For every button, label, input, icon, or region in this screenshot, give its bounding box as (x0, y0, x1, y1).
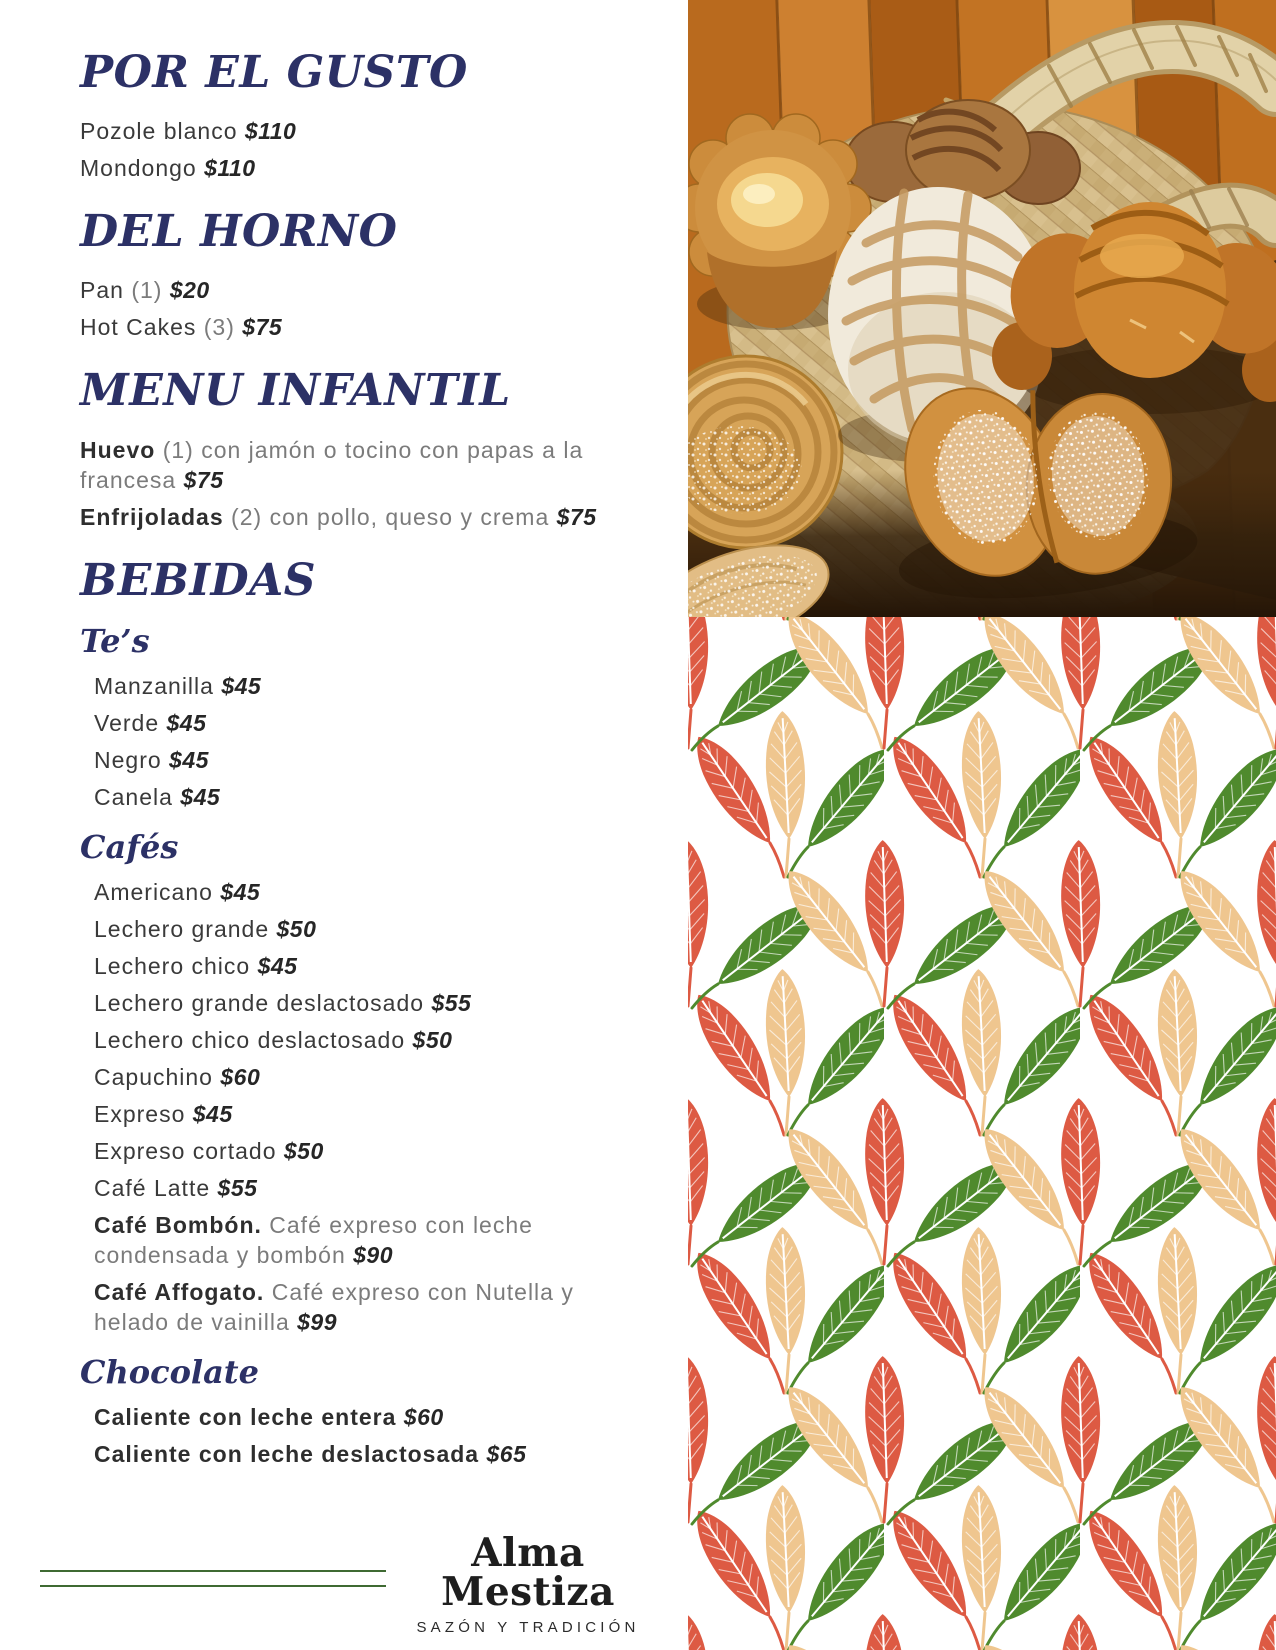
photo-illustration (688, 0, 1276, 617)
section-menu-infantil (80, 365, 625, 531)
item-name: Negro (94, 746, 162, 773)
menu-item (94, 745, 625, 775)
item-price: $45 (192, 1101, 233, 1128)
item-price: $45 (166, 709, 207, 736)
item-name: Lechero chico deslactosado (94, 1027, 406, 1054)
item-price: $20 (169, 277, 210, 304)
menu-item (94, 1277, 625, 1337)
item-price: $45 (221, 672, 262, 699)
section-title: DEL HORNO (80, 206, 398, 258)
item-name: Hot Cakes (80, 314, 197, 341)
menu-item (94, 1402, 625, 1432)
item-price: $55 (431, 990, 472, 1017)
item-price: $60 (220, 1064, 261, 1091)
item-price: $75 (183, 466, 224, 493)
brand-block (383, 1530, 673, 1636)
item-name: Huevo (80, 436, 156, 463)
menu-item (94, 877, 625, 907)
section-bebidas (80, 554, 625, 1470)
item-desc: con pollo, queso y crema (269, 503, 550, 530)
item-name: Lechero grande (94, 916, 270, 943)
subsection-tes (80, 621, 625, 812)
item-name: Lechero grande deslactosado (94, 990, 425, 1017)
menu-item (80, 116, 625, 146)
item-qty: (3) (203, 314, 235, 341)
item-qty: (1) (131, 277, 163, 304)
item-desc: Café expreso con leche condensada y bombón (94, 1212, 533, 1269)
brand-tagline: SAZÓN Y TRADICIÓN (416, 1619, 640, 1636)
menu-item (94, 1210, 625, 1270)
item-price: $45 (169, 746, 209, 773)
item-desc: Café expreso con Nutella y helado de vainilla (94, 1279, 574, 1336)
item-name: Verde (94, 709, 160, 736)
item-price: $60 (403, 1404, 444, 1431)
pan-dulce-basket-photo (688, 0, 1276, 617)
menu-item (80, 153, 625, 183)
item-name: Capuchino (94, 1064, 213, 1091)
item-name: Manzanilla (94, 672, 214, 699)
item-price: $110 (204, 155, 256, 182)
menu-item (94, 914, 625, 944)
item-name: Caliente con leche entera (94, 1404, 397, 1431)
menu-item (94, 1062, 625, 1092)
item-name: Americano (94, 879, 213, 906)
subsection-title: Chocolate (80, 1353, 259, 1392)
section-title: MENU INFANTIL (80, 365, 511, 417)
item-name: Pozole blanco (80, 118, 238, 145)
menu-item (80, 312, 625, 342)
menu-item (94, 988, 625, 1018)
item-desc: con jamón o tocino con papas a la francesa (80, 436, 584, 493)
item-name: Enfrijoladas (80, 503, 224, 530)
pattern-illustration (688, 617, 1276, 1650)
item-price: $45 (180, 783, 221, 810)
menu-item (94, 1136, 625, 1166)
item-name: Canela (94, 783, 173, 810)
menu-item (94, 1173, 625, 1203)
section-title: BEBIDAS (80, 554, 317, 606)
item-price: $50 (412, 1027, 453, 1054)
item-name: Expreso (94, 1101, 186, 1128)
item-price: $50 (276, 916, 317, 943)
item-price: $110 (244, 118, 297, 145)
subsection-title: Cafés (80, 827, 179, 866)
menu-item (80, 275, 625, 305)
menu-item (94, 708, 625, 738)
subsection-cafes (80, 827, 625, 1337)
item-name: Lechero chico (94, 953, 251, 980)
leaf-motif-pattern (688, 617, 1276, 1650)
menu-item (80, 435, 625, 495)
menu-item (94, 1025, 625, 1055)
item-name: Mondongo (80, 155, 197, 182)
item-qty: (2) (231, 503, 263, 530)
item-name: Expreso cortado (94, 1138, 277, 1165)
item-price: $75 (556, 503, 597, 530)
menu-item (94, 1099, 625, 1129)
item-name: Caliente con leche deslactosada (94, 1441, 480, 1468)
subsection-chocolate (80, 1355, 625, 1469)
item-name: Café Bombón. (94, 1212, 262, 1239)
menu-item (94, 951, 625, 981)
item-price: $75 (242, 314, 283, 341)
item-name: Pan (80, 277, 124, 304)
item-price: $65 (486, 1441, 527, 1468)
menu-item (80, 502, 625, 532)
menu-item (94, 1439, 625, 1469)
section-por-el-gusto (80, 47, 625, 183)
subsection-title: Te’s (80, 621, 150, 660)
double-rule-lines (40, 1570, 386, 1587)
item-name: Café Latte (94, 1175, 211, 1202)
section-del-horno (80, 206, 625, 342)
item-price: $55 (217, 1175, 258, 1202)
section-title: POR EL GUSTO (80, 47, 468, 98)
item-price: $90 (353, 1242, 393, 1269)
brand-name: Alma Mestiza (441, 1530, 615, 1615)
item-price: $45 (257, 953, 298, 980)
item-qty: (1) (162, 436, 194, 463)
item-price: $50 (283, 1138, 324, 1165)
menu-column (80, 47, 625, 1495)
menu-item (94, 671, 625, 701)
menu-item (94, 782, 625, 812)
item-price: $99 (297, 1309, 338, 1336)
item-price: $45 (220, 879, 261, 906)
item-name: Café Affogato. (94, 1279, 265, 1306)
